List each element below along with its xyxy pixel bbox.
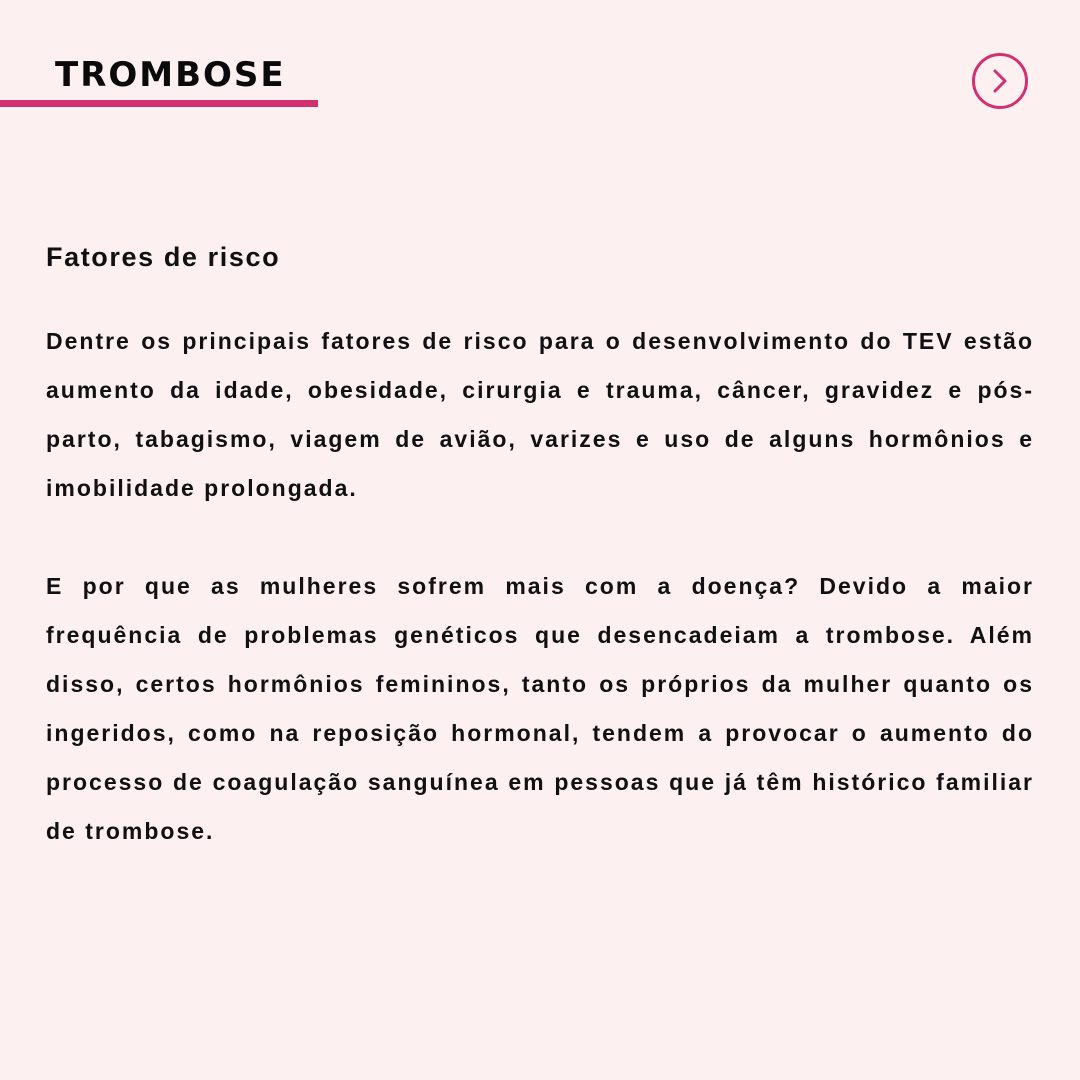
section-heading: Fatores de risco [46,242,281,272]
paragraph-women: E por que as mulheres sofrem mais com a doença? Devido a maior frequência de problemas genéticos que desencadeiam a trombose. Além disso, certos hormônios femininos, tanto os próprios da mulher quanto os ingeridos, como na reposição hormonal, tendem a provocar o aumento do processo de coagulação sanguínea em pessoas que já têm histórico familiar de trombose. [46,573,1034,844]
chevron-right-icon [988,66,1012,96]
paragraph-risk-factors: Dentre os principais fatores de risco para o desenvolvimento do TEV estão aumento da idade, obesidade, cirurgia e trauma, câncer, gravidez e pós-parto, tabagismo, viagem de avião, varizes e uso de alguns hormônios e imobilidade prolongada. [46,328,1034,501]
article-body [46,317,1034,856]
next-button[interactable] [972,53,1028,109]
page-title: TROMBOSE [55,55,286,95]
title-underline [0,100,318,107]
